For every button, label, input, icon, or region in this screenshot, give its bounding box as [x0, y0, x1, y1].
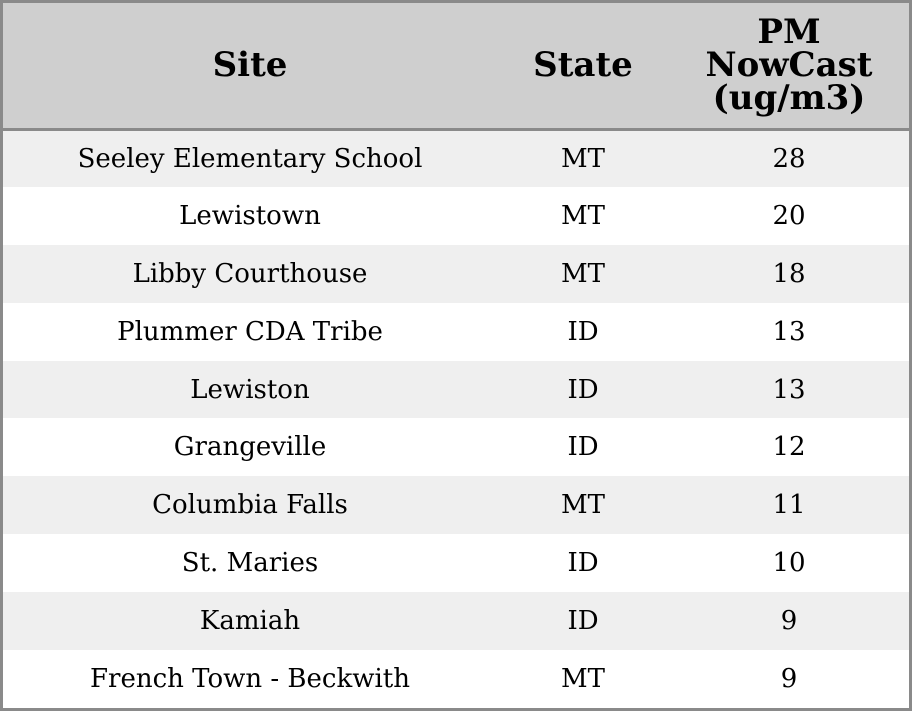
cell-state: ID: [567, 606, 599, 637]
cell-state: MT: [561, 490, 605, 521]
table-row: [3, 476, 909, 534]
column-header-pm-nowcast-label: PM NowCast (ug/m3): [705, 11, 873, 118]
cell-site: Seeley Elementary School: [77, 143, 423, 174]
table-row: [3, 418, 909, 476]
cell-pm-nowcast: 10: [772, 548, 806, 579]
table-row: [3, 534, 909, 592]
table-row: [3, 592, 909, 650]
cell-state: ID: [567, 548, 599, 579]
column-header-site: Site: [3, 3, 497, 129]
cell-site: Plummer CDA Tribe: [117, 316, 383, 347]
cell-site: Lewiston: [190, 374, 310, 405]
cell-pm-nowcast: 11: [772, 490, 806, 521]
cell-state: ID: [567, 316, 599, 347]
table-row: [3, 303, 909, 361]
table-row: [3, 187, 909, 245]
cell-pm-nowcast: 28: [772, 143, 806, 174]
table-header: [3, 3, 909, 129]
table-row: [3, 650, 909, 708]
cell-pm-nowcast: 13: [772, 374, 806, 405]
header-row: [3, 3, 909, 129]
cell-state: MT: [561, 200, 605, 231]
cell-site: Libby Courthouse: [132, 258, 368, 289]
cell-pm-nowcast: 18: [772, 258, 806, 289]
cell-site: St. Maries: [181, 548, 319, 579]
cell-site: Columbia Falls: [152, 490, 348, 521]
cell-state: MT: [561, 663, 605, 694]
table-row: [3, 245, 909, 303]
cell-state: MT: [561, 258, 605, 289]
cell-pm-nowcast: 20: [772, 200, 806, 231]
pm-nowcast-table: [3, 3, 909, 708]
cell-site: Kamiah: [199, 606, 301, 637]
cell-site: Grangeville: [173, 432, 327, 463]
column-header-pm-nowcast: [669, 3, 909, 129]
table-row: [3, 129, 909, 187]
cell-state: ID: [567, 374, 599, 405]
cell-pm-nowcast: 12: [772, 432, 806, 463]
cell-site: Lewistown: [179, 200, 321, 231]
table-row: [3, 361, 909, 419]
cell-pm-nowcast: 9: [780, 663, 798, 694]
column-header-state: State: [497, 3, 669, 129]
cell-state: MT: [561, 143, 605, 174]
table-body: [3, 129, 909, 708]
cell-pm-nowcast: 9: [780, 606, 798, 637]
cell-state: ID: [567, 432, 599, 463]
cell-site: French Town - Beckwith: [89, 663, 411, 694]
cell-pm-nowcast: 13: [772, 316, 806, 347]
